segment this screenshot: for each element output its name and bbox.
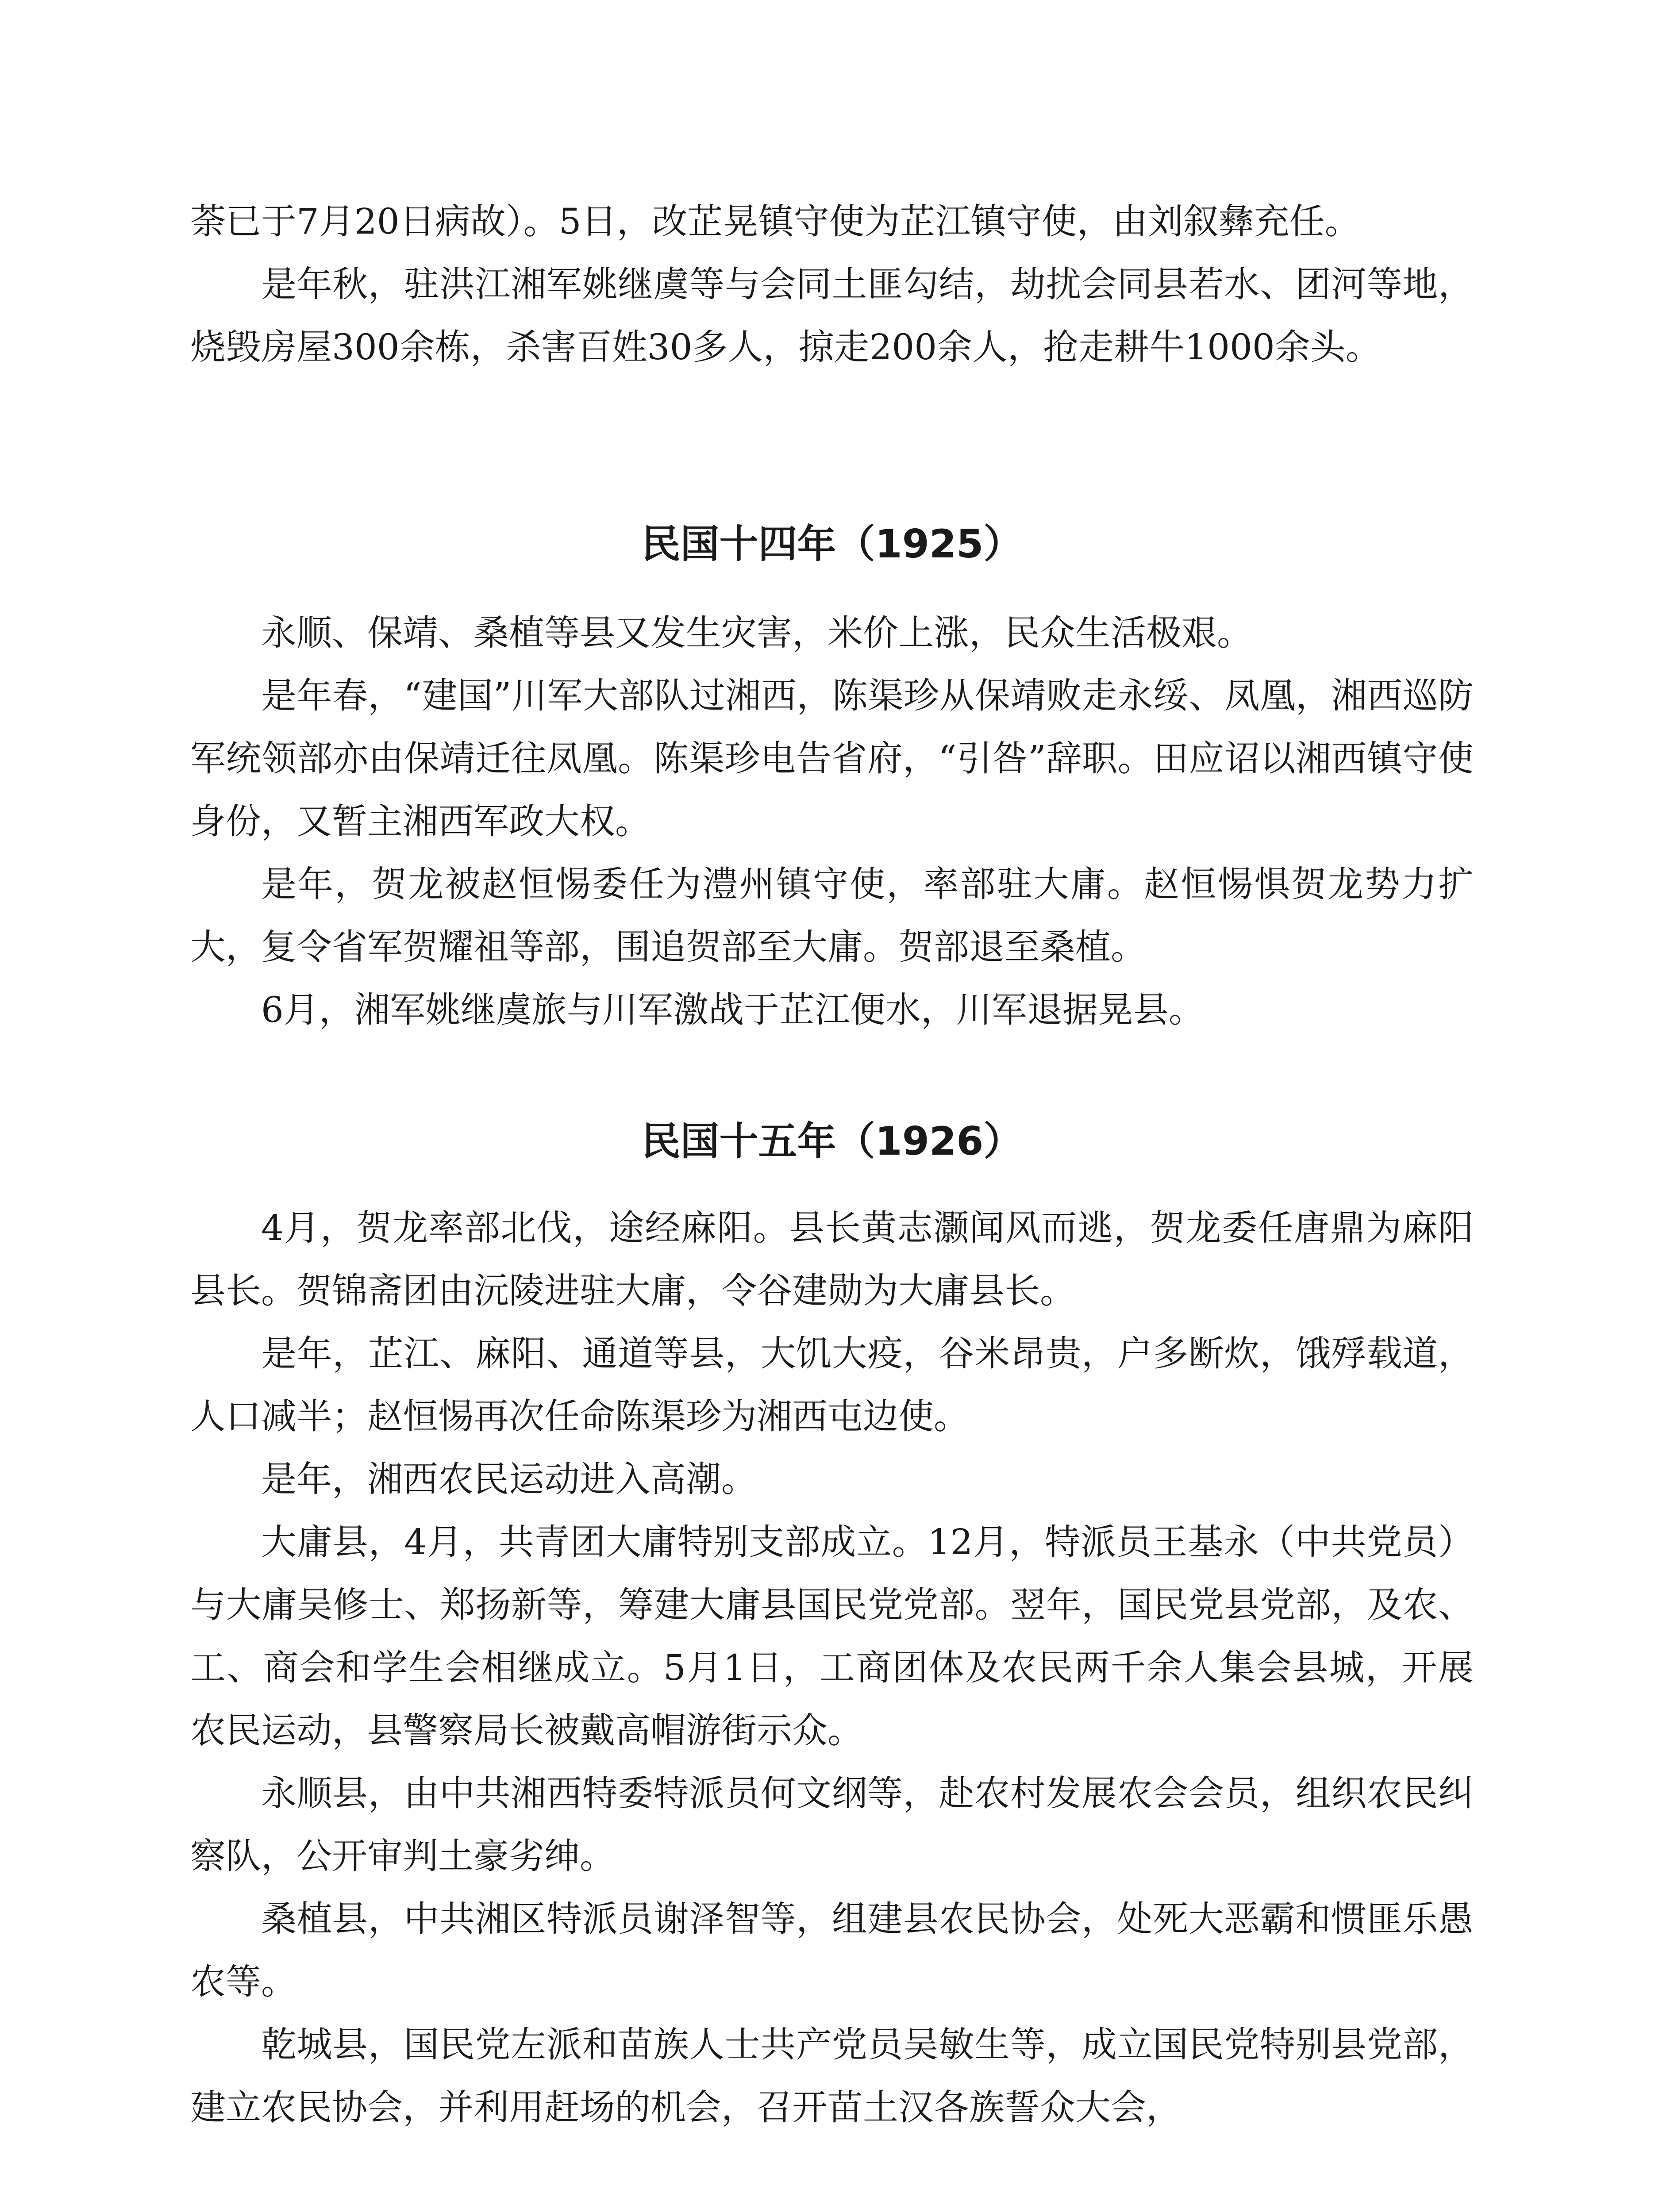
paragraph-1926-2: 是年，芷江、麻阳、通道等县，大饥大疫，谷米昂贵，户多断炊，饿殍载道，人口减半；赵恒惕再次任命陈渠珍为湘西屯边使。 bbox=[190, 1333, 1474, 1437]
intro-block bbox=[190, 190, 1474, 379]
paragraph-1925-4: 6月，湘军姚继虞旅与川军激战于芷江便水，川军退据晃县。 bbox=[261, 989, 1204, 1030]
heading-1925: 民国十四年（1925） bbox=[641, 521, 1023, 567]
intro-paragraph-2: 是年秋，驻洪江湘军姚继虞等与会同土匪勾结，劫扰会同县若水、团河等地，烧毁房屋300余栋，杀害百姓30多人，掠走200余人，抢走耕牛1000余头。 bbox=[190, 264, 1474, 368]
paragraph-1926-1: 4月，贺龙率部北伐，途经麻阳。县长黄志灏闻风而逃，贺龙委任唐鼎为麻阳县长。贺锦斋团由沅陵进驻大庸，令谷建勋为大庸县长。 bbox=[190, 1207, 1474, 1311]
paragraph-1925-1: 永顺、保靖、桑植等县又发生灾害，米价上涨，民众生活极艰。 bbox=[261, 612, 1252, 653]
heading-1926: 民国十五年（1926） bbox=[641, 1118, 1023, 1164]
paragraph-1926-5: 永顺县，由中共湘西特委特派员何文纲等，赴农村发展农会会员，组织农民纠察队，公开审判土豪劣绅。 bbox=[190, 1773, 1474, 1877]
paragraph-1925-3: 是年，贺龙被赵恒惕委任为澧州镇守使，率部驻大庸。赵恒惕惧贺龙势力扩大，复令省军贺耀祖等部，围追贺部至大庸。贺部退至桑植。 bbox=[190, 864, 1474, 968]
paragraph-1925-2: 是年春，“建国”川军大部队过湘西，陈渠珍从保靖败走永绥、凤凰，湘西巡防军统领部亦由保靖迁往凤凰。陈渠珍电告省府，“引咎”辞职。田应诏以湘西镇守使身份，又暂主湘西军政大权。 bbox=[190, 675, 1474, 842]
section-1925-body bbox=[190, 602, 1474, 1041]
intro-paragraph-1: 荼已于7月20日病故）。5日，改芷晃镇守使为芷江镇守使，由刘叙彝充任。 bbox=[190, 201, 1360, 242]
paragraph-1926-7: 乾城县，国民党左派和苗族人士共产党员吴敏生等，成立国民党特别县党部，建立农民协会，并利用赶场的机会，召开苗土汉各族誓众大会， bbox=[190, 2024, 1474, 2128]
section-1926-body bbox=[190, 1197, 1474, 2139]
paragraph-1926-3: 是年，湘西农民运动进入高潮。 bbox=[261, 1459, 757, 1500]
paragraph-1926-6: 桑植县，中共湘区特派员谢泽智等，组建县农民协会，处死大恶霸和惯匪乐愚农等。 bbox=[190, 1898, 1474, 2002]
paragraph-1926-4: 大庸县，4月，共青团大庸特别支部成立。12月，特派员王基永（中共党员）与大庸吴修士、郑扬新等，筹建大庸县国民党党部。翌年，国民党县党部，及农、工、商会和学生会相继成立。5月1日，工商团体及农民两千余人集会县城，开展农民运动，县警察局长被戴高帽游街示众。 bbox=[190, 1521, 1474, 1751]
